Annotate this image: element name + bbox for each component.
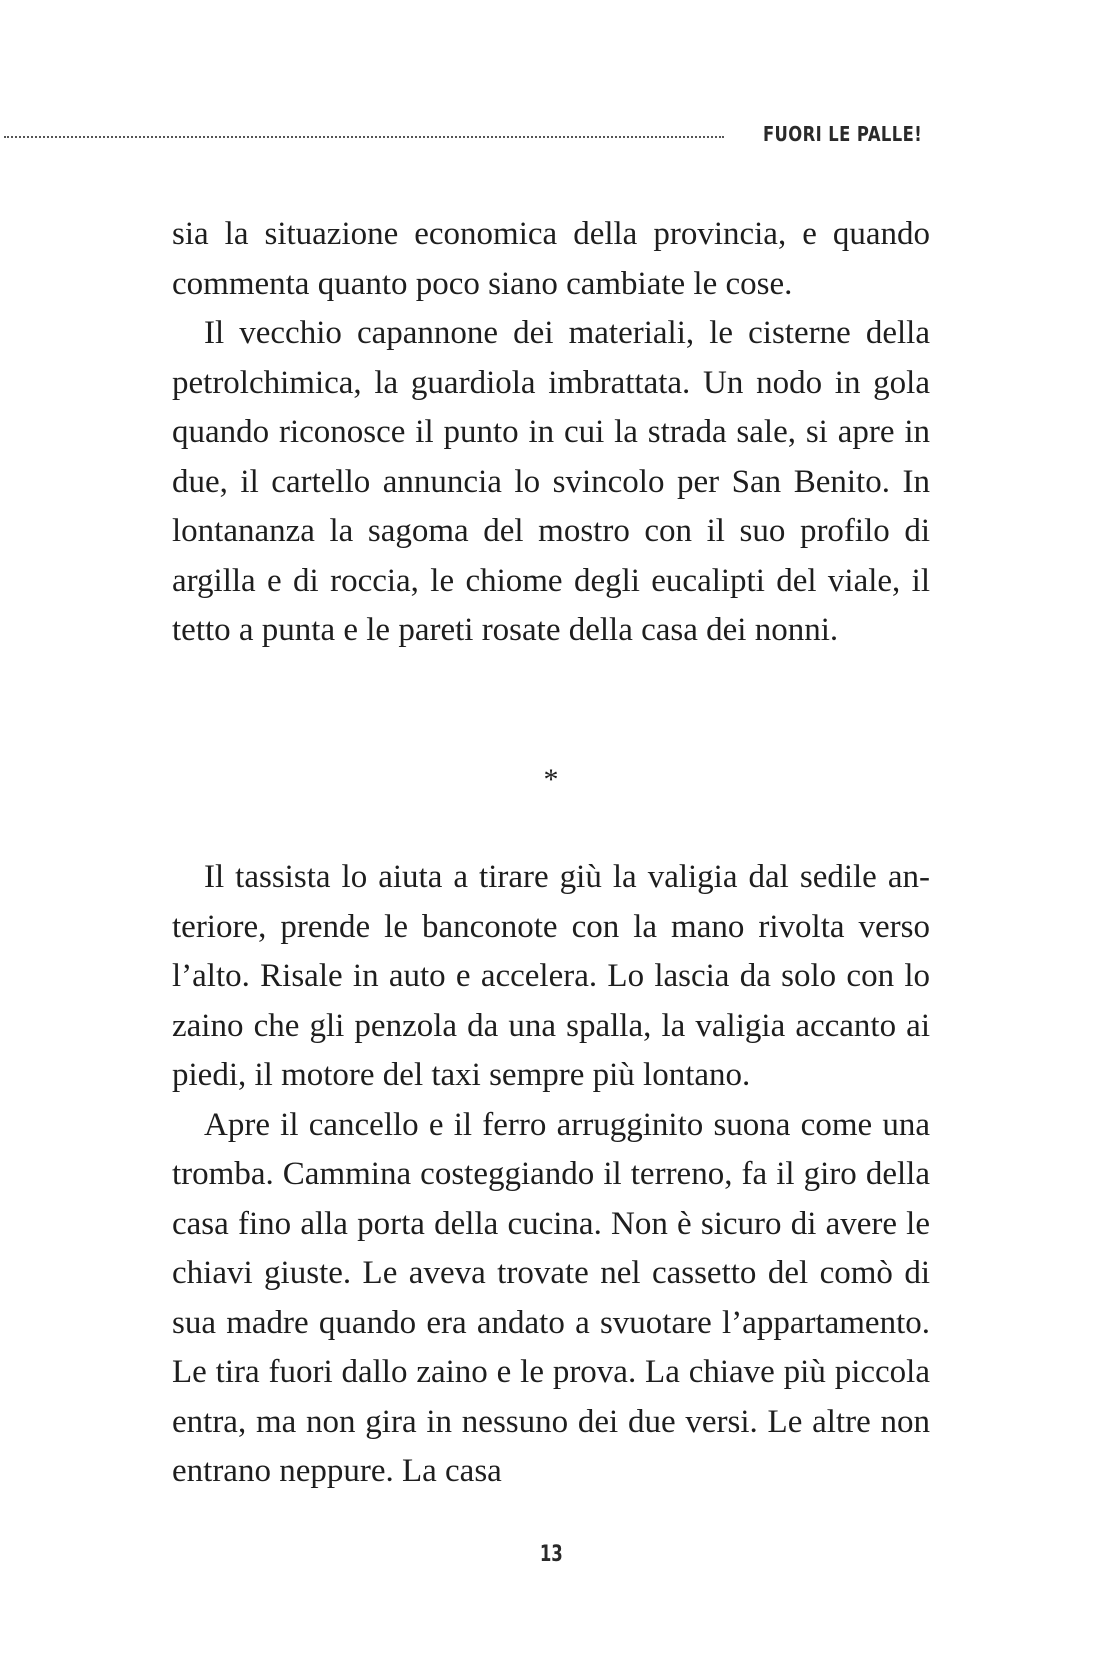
paragraph: Apre il cancello e il ferro arrugginito suona come una tromba. Cammina costeggiando il terreno, fa il giro della casa fino alla porta della cucina. Non è sicuro di avere le chiavi giuste. Le aveva trovate nel cassetto del comò di sua madre quando era andato a svuotare l’appartamento. Le tira fuori dallo zaino e le prova. La chiave più piccola entra, ma non gira in nessuno dei due versi. Le altre non entrano neppure. La casa [172, 1106, 930, 1489]
page-number [0, 1540, 1102, 1570]
running-header-title: FUORI LE PALLE! [762, 122, 922, 146]
header-dotted-rule [4, 136, 724, 138]
paragraph: Il vecchio capannone dei materiali, le cisterne della petrolchimica, la guardiola imbrattata. Un nodo in gola quando riconosce il punto in cui la strada sale, si apre in due, il cartello annuncia lo svincolo per San Benito. In lontananza la sagoma del mostro con il suo profilo di argilla e di roccia, le chiome degli eucalipti del viale, il tetto a punta e le pareti rosate della casa dei nonni. [172, 315, 930, 648]
page-number-text: 13 [539, 1542, 563, 1567]
text-block-before-break [172, 210, 930, 656]
text-block-after-break [172, 853, 930, 1497]
running-header [0, 115, 922, 145]
section-break-asterisk: * [543, 763, 559, 796]
paragraph-continued: sia la situazione economica della provincia, e quando commenta quanto poco siano cambiate le cose. [172, 216, 930, 302]
paragraph: Il tassista lo aiuta a tirare giù la valigia dal sedile anteriore, prende le banconote con la mano rivolta verso l’alto. Risale in auto e accelera. Lo lascia da solo con lo zaino che gli penzola da una spalla, la valigia accanto ai piedi, il motore del taxi sempre più lontano. [172, 859, 930, 1093]
